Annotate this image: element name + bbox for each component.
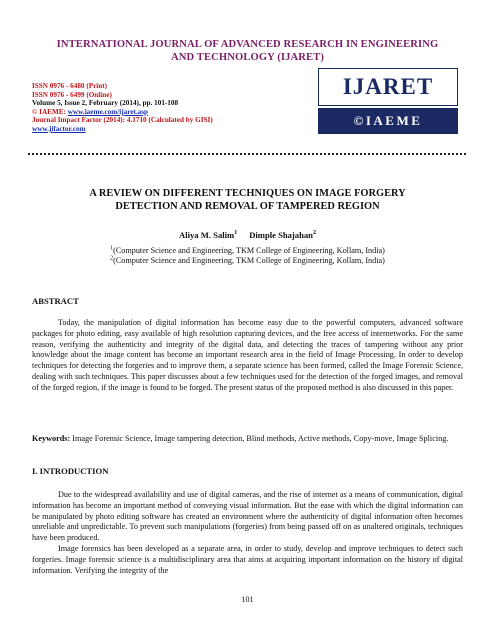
paper-title-line1: A REVIEW ON DIFFERENT TECHNIQUES ON IMAGE FORGERY [89, 188, 406, 199]
issn-print: ISSN 0976 - 6480 (Print) [32, 82, 108, 90]
dotted-divider [28, 153, 466, 155]
keywords-label: Keywords: [32, 434, 71, 443]
iaeme-logo: ©IAEME [318, 108, 458, 134]
journal-title [30, 38, 465, 64]
author-1-sup: 1 [234, 230, 238, 237]
paper-title-line2: DETECTION AND REMOVAL OF TAMPERED REGION [115, 200, 380, 212]
ijaret-logo: IJARET [318, 68, 458, 106]
introduction-para-2: Image forensics has been developed as a separate area, in order to study, develop and improve techniques to detect such forgeries. Image forensic science is a multidisciplinary area that aims at acquiring important information on the history of digital information. Verifying the integrity of the [32, 544, 463, 575]
abstract-heading: ABSTRACT [32, 296, 79, 306]
authors [40, 230, 455, 240]
paper-title [40, 188, 455, 213]
volume-info: Volume 5, Issue 2, February (2014), pp. 101-108 [32, 99, 179, 108]
jifactor-link[interactable]: www.jifactor.com [32, 124, 86, 133]
affiliations [40, 246, 455, 266]
affiliation-2: $^2$(Computer Science and Engineering, TKM College of Engineering, Kollam, India) [110, 255, 385, 265]
author-2-sup: 2 [312, 230, 316, 237]
keywords-text: Image Forensic Science, Image tampering detection, Blind methods, Active methods, Copy-move, Image Splicing. [70, 434, 449, 443]
page-number: 101 [241, 595, 254, 604]
iaeme-link[interactable]: www.iaeme.com/ijaret.asp [67, 107, 149, 116]
affiliation-1: $^1$(Computer Science and Engineering, TKM College of Engineering, Kollam, India) [110, 245, 385, 255]
introduction-heading: I. INTRODUCTION [32, 466, 109, 476]
journal-meta [32, 82, 322, 134]
abstract-text: Today, the manipulation of digital information has become easy due to the powerful computers, advanced software packages for photo editing, easy available of high resolution capturing devices, and the free access of internetworks. For the same reason, verifying the authenticity and integrity of the digital data, and detecting the traces of tampering without any prior knowledge about the image content has become an important research area in the field of Image Processing. In order to develop techniques for detecting the forgeries and to improve them, a separate science has been formed, called the Image Forensic Science, dealing with such techniques. This paper discusses about a few techniques used for the detection of the forged images, and removal of the forged region, if the image is found to be forged. The present status of the proposed method is also discussed in this paper. [32, 318, 463, 392]
keywords [32, 434, 463, 445]
journal-title-line2: AND TECHNOLOGY (IJARET) [171, 52, 324, 63]
iaeme-line [32, 108, 322, 117]
author-2: Dimple Shajahan [249, 230, 313, 240]
author-1: Aliya M. Salim [179, 230, 235, 240]
introduction-para-1: Due to the widespread availability and use of digital cameras, and the rise of internet as a means of communication, digital information has become an important method of conveying visual information. But the ease with which the digital information can be manipulated by photo editing software has created an environment where the authenticity of digital information often becomes unreliable and unpredictable. To prevent such manipulations (forgeries) from being passed off on as unaltered originals, techniques have been produced. [32, 490, 463, 543]
issn-online: ISSN 0976 - 6499 (Online) [32, 90, 112, 99]
journal-title-line1: INTERNATIONAL JOURNAL OF ADVANCED RESEARCH IN ENGINEERING [56, 39, 439, 50]
impact-factor: Journal Impact Factor (2014): 4.1710 (Calculated by GISI) [32, 116, 213, 125]
iaeme-prefix: © IAEME: [32, 107, 68, 116]
